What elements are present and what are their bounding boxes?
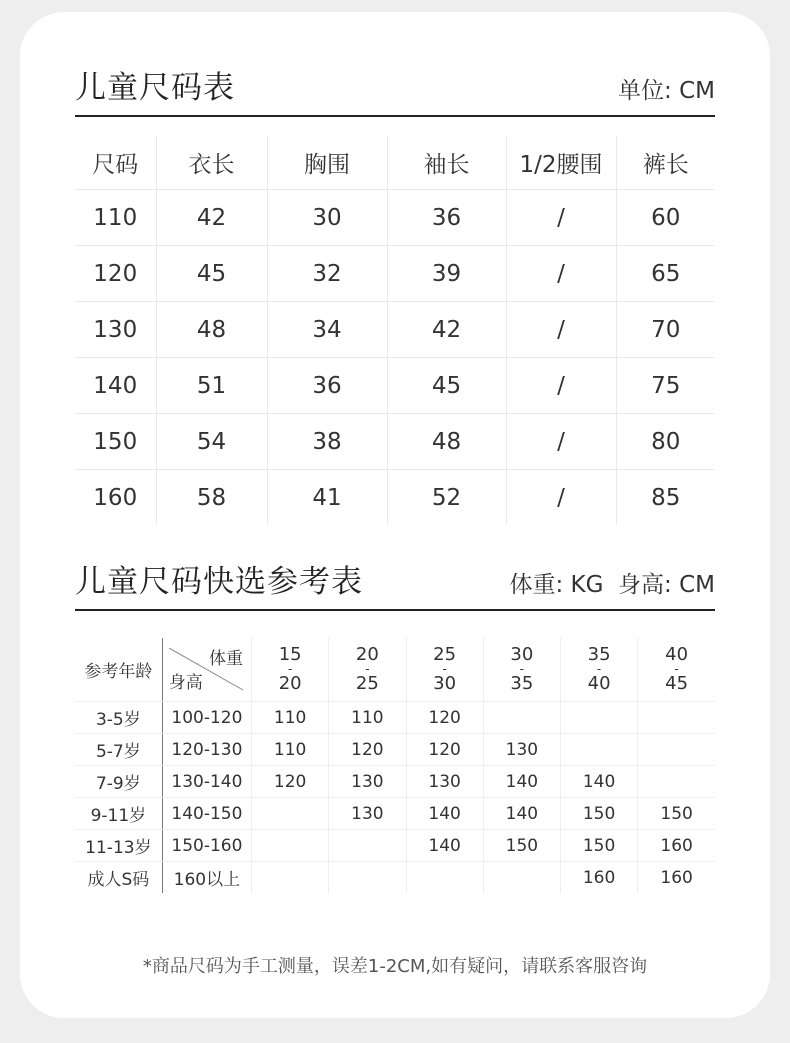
height-cell: 100-120 [162, 702, 251, 734]
age-cell: 9-11岁 [75, 798, 162, 830]
measurement-cell: 54 [156, 414, 267, 470]
column-header: 衣长 [156, 136, 267, 190]
height-cell: 120-130 [162, 734, 251, 766]
weight-range-dash: - [519, 662, 525, 676]
recommended-size-cell: 140 [483, 766, 560, 798]
weight-range-dash: - [365, 662, 370, 676]
recommended-size-cell: 150 [560, 798, 637, 830]
recommended-size-cell: 150 [638, 798, 715, 830]
size-cell: 140 [75, 358, 156, 414]
recommended-size-cell [483, 702, 560, 734]
size-row [75, 302, 715, 358]
height-cell: 150-160 [162, 830, 251, 862]
quick-select-header [75, 560, 715, 611]
measurement-cell: / [506, 246, 616, 302]
measurement-cell: 85 [616, 470, 715, 526]
recommended-size-cell [329, 862, 406, 894]
recommended-size-cell [638, 734, 715, 766]
measurement-cell: 38 [267, 414, 387, 470]
measurement-cell: 36 [387, 190, 506, 246]
recommended-size-cell: 130 [406, 766, 483, 798]
measurement-cell: 41 [267, 470, 387, 526]
measurement-cell: / [506, 302, 616, 358]
measurement-cell: 48 [387, 414, 506, 470]
recommended-size-cell [252, 830, 329, 862]
weight-range-to: 25 [355, 673, 379, 694]
column-header: 裤长 [616, 136, 715, 190]
recommended-size-cell: 110 [252, 702, 329, 734]
measurement-cell: 32 [267, 246, 387, 302]
size-row [75, 190, 715, 246]
weight-axis-label: 体重 [209, 649, 244, 669]
weight-range-header [329, 638, 406, 702]
measurement-cell: / [506, 414, 616, 470]
recommended-size-cell: 160 [638, 830, 715, 862]
quick-select-row [75, 798, 715, 830]
measurement-cell: 52 [387, 470, 506, 526]
age-cell: 5-7岁 [75, 734, 162, 766]
quick-select-unit: 体重: KG 身高: CM [509, 572, 715, 598]
weight-range-from: 20 [355, 644, 379, 665]
measurement-cell: 45 [387, 358, 506, 414]
measurement-cell: 51 [156, 358, 267, 414]
size-table-header-row [75, 136, 715, 190]
recommended-size-cell: 140 [406, 830, 483, 862]
measurement-cell: 70 [616, 302, 715, 358]
measurement-cell: 42 [156, 190, 267, 246]
weight-range-dash: - [596, 662, 602, 676]
weight-range-from: 40 [665, 644, 689, 665]
size-row [75, 470, 715, 526]
height-axis-label: 身高 [168, 673, 203, 693]
measurement-cell: 60 [616, 190, 715, 246]
recommended-size-cell: 140 [560, 766, 637, 798]
measurement-cell: 34 [267, 302, 387, 358]
column-header: 1/2腰围 [506, 136, 616, 190]
size-cell: 160 [93, 484, 138, 511]
measurement-footnote: *商品尺码为手工测量，误差1-2CM,如有疑问，请联系客服咨询 [142, 956, 648, 977]
age-column-header: 参考年龄 [75, 638, 162, 702]
weight-range-dash: - [674, 662, 679, 676]
recommended-size-cell [406, 862, 483, 894]
recommended-size-cell: 140 [406, 798, 483, 830]
height-cell: 130-140 [162, 766, 251, 798]
recommended-size-cell [560, 734, 637, 766]
measurement-cell: 58 [156, 470, 267, 526]
recommended-size-cell: 160 [638, 862, 715, 894]
age-cell: 3-5岁 [75, 702, 162, 734]
age-cell: 7-9岁 [75, 766, 162, 798]
recommended-size-cell: 120 [252, 766, 329, 798]
weight-range-from: 35 [587, 644, 611, 665]
size-cell: 150 [75, 414, 156, 470]
size-table-unit: 单位: CM [618, 78, 715, 104]
measurement-cell: 45 [156, 246, 267, 302]
weight-range-from: 25 [433, 644, 457, 665]
measurement-cell: 75 [616, 358, 715, 414]
quick-select-row [75, 702, 715, 734]
recommended-size-cell [638, 766, 715, 798]
weight-range-from: 15 [278, 644, 302, 665]
column-header: 胸围 [267, 136, 387, 190]
size-cell: 130 [75, 302, 156, 358]
recommended-size-cell: 140 [483, 798, 560, 830]
size-table-title: 儿童尺码表 [75, 70, 235, 106]
size-table-header [75, 60, 715, 117]
weight-range-header [406, 638, 483, 702]
size-cell: 120 [75, 246, 156, 302]
weight-range-dash: - [287, 662, 293, 676]
column-header: 袖长 [387, 136, 506, 190]
measurement-cell: 48 [156, 302, 267, 358]
weight-range-header [560, 638, 637, 702]
quick-select-header-row [75, 638, 715, 702]
measurement-cell: 65 [616, 246, 715, 302]
size-cell: 110 [75, 190, 156, 246]
quick-select-title: 儿童尺码快选参考表 [75, 564, 363, 600]
size-table [75, 136, 715, 525]
age-cell: 11-13岁 [75, 830, 162, 862]
recommended-size-cell: 120 [329, 734, 406, 766]
recommended-size-cell: 110 [252, 734, 329, 766]
measurement-cell: / [506, 190, 616, 246]
recommended-size-cell: 110 [329, 702, 406, 734]
weight-range-header [638, 638, 715, 702]
measurement-cell: 39 [387, 246, 506, 302]
height-cell: 160以上 [162, 862, 251, 894]
measurement-cell: 30 [267, 190, 387, 246]
measurement-cell: 80 [616, 414, 715, 470]
measurement-cell: / [506, 470, 616, 526]
weight-range-dash: - [442, 662, 447, 676]
weight-range-to: 20 [278, 673, 302, 694]
quick-select-table [75, 638, 715, 893]
recommended-size-cell: 130 [329, 766, 406, 798]
weight-range-from: 30 [510, 644, 534, 665]
weight-height-corner [162, 638, 251, 702]
recommended-size-cell [483, 862, 560, 894]
recommended-size-cell [638, 702, 715, 734]
quick-select-row [75, 862, 715, 894]
weight-range-header [483, 638, 560, 702]
size-row [75, 246, 715, 302]
weight-range-to: 35 [510, 673, 534, 694]
recommended-size-cell: 120 [406, 702, 483, 734]
weight-range-header [252, 638, 329, 702]
measurement-cell: 36 [267, 358, 387, 414]
weight-range-to: 45 [665, 673, 689, 694]
recommended-size-cell: 150 [560, 830, 637, 862]
column-header: 尺码 [75, 136, 156, 190]
recommended-size-cell: 120 [406, 734, 483, 766]
recommended-size-cell [560, 702, 637, 734]
quick-select-row [75, 830, 715, 862]
quick-select-row [75, 766, 715, 798]
recommended-size-cell: 130 [329, 798, 406, 830]
age-cell: 成人S码 [87, 870, 150, 890]
recommended-size-cell [252, 862, 329, 894]
size-row [75, 358, 715, 414]
measurement-cell: / [506, 358, 616, 414]
quick-select-row [75, 734, 715, 766]
measurement-cell: 42 [387, 302, 506, 358]
size-row [75, 414, 715, 470]
recommended-size-cell: 130 [483, 734, 560, 766]
recommended-size-cell [252, 798, 329, 830]
height-cell: 140-150 [162, 798, 251, 830]
recommended-size-cell [329, 830, 406, 862]
weight-range-to: 30 [433, 673, 457, 694]
weight-range-to: 40 [587, 673, 611, 694]
recommended-size-cell: 150 [483, 830, 560, 862]
recommended-size-cell: 160 [560, 862, 637, 894]
